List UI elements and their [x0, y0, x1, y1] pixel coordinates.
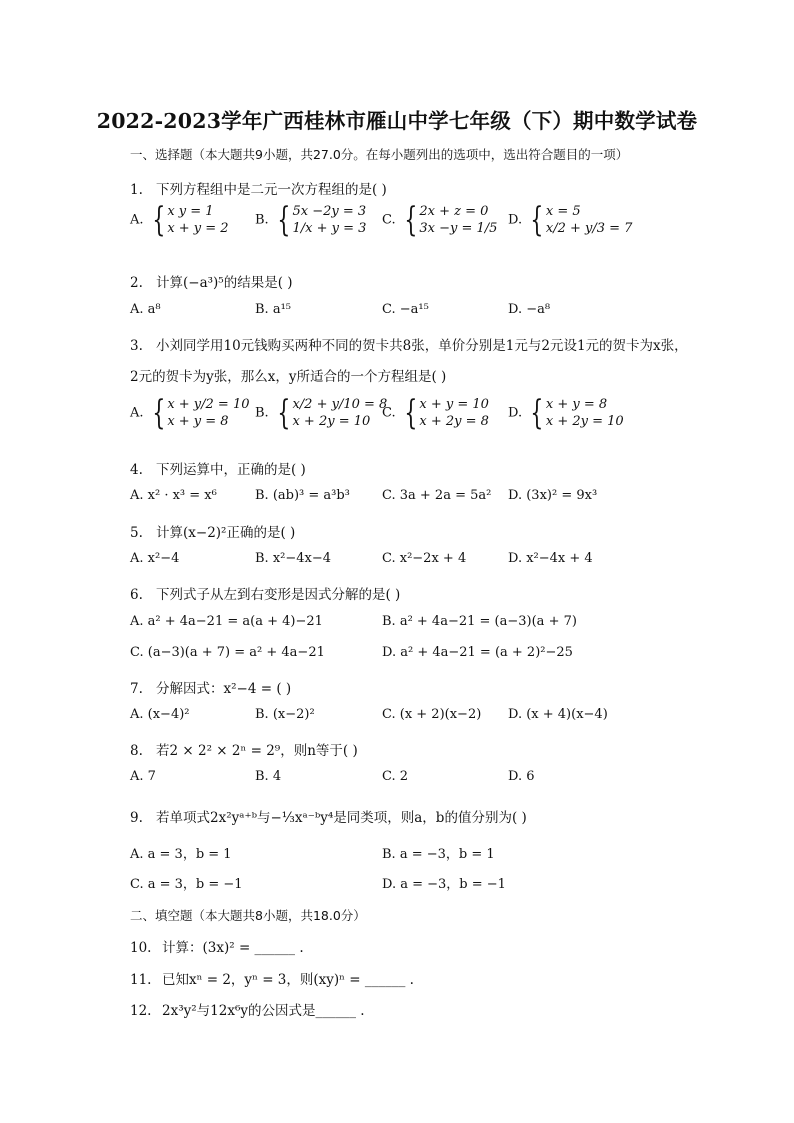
option-label: B. [255, 212, 269, 228]
option-c: C. −a¹⁵ [382, 302, 429, 317]
option-c: C. (a−3)(a + 7) = a² + 4a−21 [130, 645, 325, 660]
question-1 [130, 178, 387, 198]
option-c [382, 200, 498, 240]
question-9 [130, 806, 527, 826]
option-c: C. 3a + 2a = 5a² [382, 488, 492, 503]
option-d [508, 393, 624, 433]
question-text: 下列方程组中是二元一次方程组的是( ) [156, 182, 387, 198]
question-5 [130, 521, 295, 541]
option-b: B. (x−2)² [255, 707, 315, 722]
question-10 [130, 936, 304, 956]
question-2 [130, 271, 293, 291]
question-12 [130, 999, 365, 1019]
question-8 [130, 739, 358, 759]
equation-line: x + y = 8 [545, 397, 608, 412]
question-7 [130, 677, 291, 697]
question-text: 下列运算中，正确的是( ) [156, 462, 306, 478]
equation-line: x + 2y = 8 [419, 414, 489, 429]
equation-line: x = 5 [545, 204, 581, 219]
question-text: 下列式子从左到右变形是因式分解的是( ) [156, 587, 401, 603]
option-d: D. 6 [508, 769, 535, 784]
option-d: D. −a⁸ [508, 302, 551, 317]
option-d: D. a = −3，b = −1 [382, 877, 506, 892]
question-text: 小刘同学用10元钱购买两种不同的贺卡共8张，单价分别是1元与2元设1元的贺卡为x张， [156, 338, 688, 354]
equation-line: x + y/2 = 10 [167, 397, 250, 412]
option-a: A. 7 [130, 769, 156, 784]
option-label: C. [382, 212, 396, 228]
option-b: B. a² + 4a−21 = (a−3)(a + 7) [382, 614, 577, 629]
options-q1 [130, 200, 670, 253]
brace-icon: { [277, 393, 291, 433]
equation-line: x y = 1 [167, 204, 214, 219]
option-c: C. 2 [382, 769, 409, 784]
option-a: A. a = 3，b = 1 [130, 847, 232, 862]
equation-line: x/2 + y/10 = 8 [292, 397, 388, 412]
page-title: 2022-2023学年广西桂林市雁山中学七年级（下）期中数学试卷 [96, 109, 698, 133]
question-11 [130, 968, 414, 988]
option-label: D. [508, 212, 523, 228]
option-b: B. a¹⁵ [255, 302, 291, 317]
equation-line: 5x −2y = 3 [292, 204, 367, 219]
option-d: D. a² + 4a−21 = (a + 2)²−25 [382, 645, 573, 660]
question-text: 分解因式：x²−4 = ( ) [156, 681, 292, 697]
option-b [255, 200, 367, 240]
option-b [255, 393, 388, 433]
equation-line: 1/x + y = 3 [292, 221, 367, 236]
option-a: A. a⁸ [130, 302, 161, 317]
equation-line: x + 2y = 10 [545, 414, 624, 429]
question-number: 1. [130, 182, 143, 198]
brace-icon: { [152, 200, 165, 240]
option-b: B. 4 [255, 769, 282, 784]
brace-icon: { [152, 393, 165, 433]
question-6 [130, 583, 400, 603]
brace-icon: { [404, 393, 418, 433]
option-a [130, 393, 250, 433]
option-d: D. (x + 4)(x−4) [508, 707, 608, 722]
question-number: 3. [130, 338, 143, 354]
option-c: C. x²−2x + 4 [382, 551, 467, 566]
question-text: 计算(x−2)²正确的是( ) [156, 525, 296, 541]
question-text: 2x³y²与12x⁶y的公因式是______ . [162, 1003, 365, 1019]
equation-line: x + 2y = 10 [292, 414, 371, 429]
equation-line: 2x + z = 0 [419, 204, 489, 219]
option-b: B. x²−4x−4 [255, 551, 332, 566]
question-4 [130, 458, 306, 478]
option-a [130, 200, 229, 240]
question-text: 已知xⁿ = 2，yⁿ = 3，则(xy)ⁿ = ______ . [162, 972, 414, 988]
option-d [508, 200, 633, 240]
question-number: 10. [130, 940, 152, 956]
option-c: C. (x + 2)(x−2) [382, 707, 482, 722]
equation-line: x + y = 2 [167, 221, 229, 236]
section-heading-choice: 一、选择题（本大题共9小题，共27.0分。在每小题列出的选项中，选出符合题目的一项） [130, 147, 629, 162]
question-text: 计算：(3x)² = ______ . [162, 940, 304, 956]
option-label: B. [255, 405, 269, 421]
question-number: 6. [130, 587, 143, 603]
question-number: 11. [130, 972, 152, 988]
brace-icon: { [277, 200, 291, 240]
option-b: B. (ab)³ = a³b³ [255, 488, 350, 503]
equation-line: x + y = 8 [167, 414, 229, 429]
equation-line: x/2 + y/3 = 7 [545, 221, 633, 236]
option-a: A. a² + 4a−21 = a(a + 4)−21 [130, 614, 323, 629]
option-label: C. [382, 405, 396, 421]
brace-icon: { [530, 200, 544, 240]
equation-line: 3x −y = 1/5 [419, 221, 498, 236]
equation-line: x + y = 10 [419, 397, 489, 412]
option-label: A. [130, 405, 144, 421]
question-number: 5. [130, 525, 143, 541]
brace-icon: { [530, 393, 544, 433]
option-a: A. (x−4)² [130, 707, 190, 722]
option-d: D. (3x)² = 9x³ [508, 488, 598, 503]
options-q3 [130, 393, 670, 442]
question-3-line-2: 2元的贺卡为y张，那么x，y所适合的一个方程组是( ) [130, 369, 447, 385]
question-text: 若2 × 2² × 2ⁿ = 2⁹，则n等于( ) [156, 743, 358, 759]
option-a: A. x² · x³ = x⁶ [130, 488, 217, 503]
question-number: 7. [130, 681, 143, 697]
option-d: D. x²−4x + 4 [508, 551, 593, 566]
option-a: A. x²−4 [130, 551, 180, 566]
brace-icon: { [404, 200, 418, 240]
option-b: B. a = −3，b = 1 [382, 847, 495, 862]
question-3 [130, 334, 688, 354]
option-c: C. a = 3，b = −1 [130, 877, 243, 892]
question-number: 4. [130, 462, 143, 478]
option-label: D. [508, 405, 523, 421]
question-number: 12. [130, 1003, 152, 1019]
option-label: A. [130, 212, 144, 228]
section-heading-fill: 二、填空题（本大题共8小题，共18.0分） [130, 908, 366, 923]
question-number: 9. [130, 810, 143, 826]
question-text: 若单项式2x²yᵃ⁺ᵇ与−⅓xᵃ⁻ᵇy⁴是同类项，则a，b的值分别为( ) [156, 810, 527, 826]
option-c [382, 393, 489, 433]
question-number: 2. [130, 275, 143, 291]
question-number: 8. [130, 743, 143, 759]
question-text: 计算(−a³)⁵的结果是( ) [156, 275, 293, 291]
